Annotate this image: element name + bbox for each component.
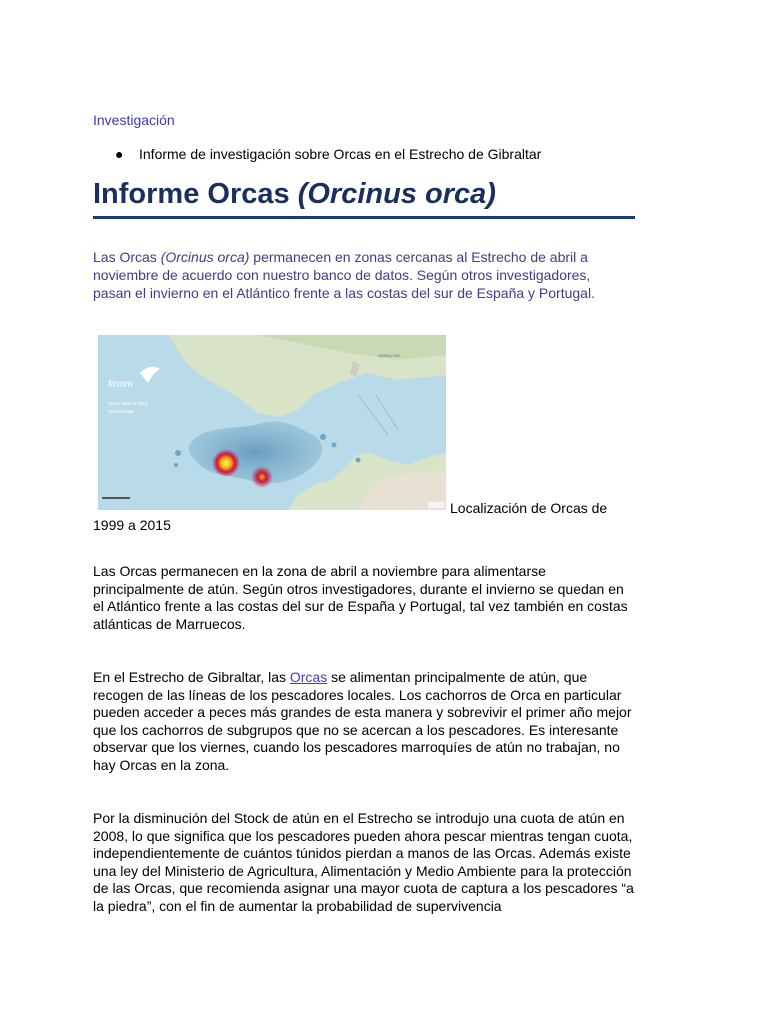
map-svg: [98, 335, 446, 510]
title-main: Informe Orcas: [93, 178, 298, 210]
p2-before: En el Estrecho de Gibraltar, las: [93, 669, 290, 685]
map-legend-title: Orcas 1999 to 2015: [108, 401, 148, 406]
bullet-icon: ●: [115, 146, 124, 162]
map-caption: [93, 500, 623, 534]
caption-text: Localización de Orcas de 1999 a 2015: [93, 500, 608, 533]
sighting-point: [174, 463, 178, 467]
title-italic: (Orcinus orca): [297, 178, 496, 210]
paragraph-strait: [93, 669, 638, 775]
list-item: [93, 146, 541, 162]
intro-paragraph: [93, 248, 623, 302]
sighting-point: [175, 450, 181, 456]
page-title: [93, 178, 635, 219]
orca-map-image: [98, 335, 446, 510]
hotspot-primary: [212, 449, 240, 477]
paragraph-quota: Por la disminución del Stock de atún en el Estrecho se introdujo una cuota de atún en 2008, lo que significa que los pescadores pueden ahora pescar mientras tengan cuota, independientemente de cuántos túnidos pierdan a manos de las Orcas. Además existe una ley del Ministerio de Agricultura, Alimentación y Medio Ambiente para la protección de las Orcas, que recomienda asignar una mayor cuota de captura a los pescadores “a la piedra”, con el fin de aumentar la probabilidad de supervivencia: [93, 810, 634, 914]
sighting-point: [332, 443, 337, 448]
intro-prefix: Las Orcas: [93, 249, 161, 265]
hotspot-secondary: [251, 466, 273, 488]
paragraph-feeding: Las Orcas permanecen en la zona de abril a noviembre para alimentarse principalmente de atún. Según otros investigadores, durante el invierno se quedan en el Atlántico frente a las costas del sur de España y Portugal, tal vez también en costas atlánticas de Marruecos.: [93, 563, 628, 632]
sighting-point: [356, 458, 361, 463]
sighting-point: [320, 434, 326, 440]
map-legend-sub: Schwertwale: [108, 409, 134, 414]
intro-rest: permanecen en zonas cercanas al Estrecho de abril a noviembre de acuerdo con nuestro banco de datos. Según otros investigadores, pasan el invierno en el Atlántico frente a las costas del sur de España y Portugal.: [93, 249, 595, 301]
bullet-list: [93, 146, 541, 162]
breadcrumb-link[interactable]: Investigación: [93, 112, 175, 128]
intro-italic: (Orcinus orca): [160, 249, 250, 265]
map-place-label: GIBRALTAR: [378, 353, 401, 358]
orcas-link[interactable]: Orcas: [289, 669, 328, 685]
scale-bar: [102, 497, 130, 499]
map-logo: firmm: [108, 379, 133, 390]
list-item-text: Informe de investigación sobre Orcas en el Estrecho de Gibraltar: [139, 146, 542, 162]
p2-after: se alimentan principalmente de atún, que recogen de las líneas de los pescadores locales. Los cachorros de Orca en particular pueden acceder a peces más grandes de esta manera y sobrevivir el primer año mejor que los cachorros de subgrupos que no se acercan a los pescadores. Es interesante observar que los viernes, cuando los pescadores marroquíes de atún no trabajan, no hay Orcas en la zona.: [93, 669, 632, 773]
